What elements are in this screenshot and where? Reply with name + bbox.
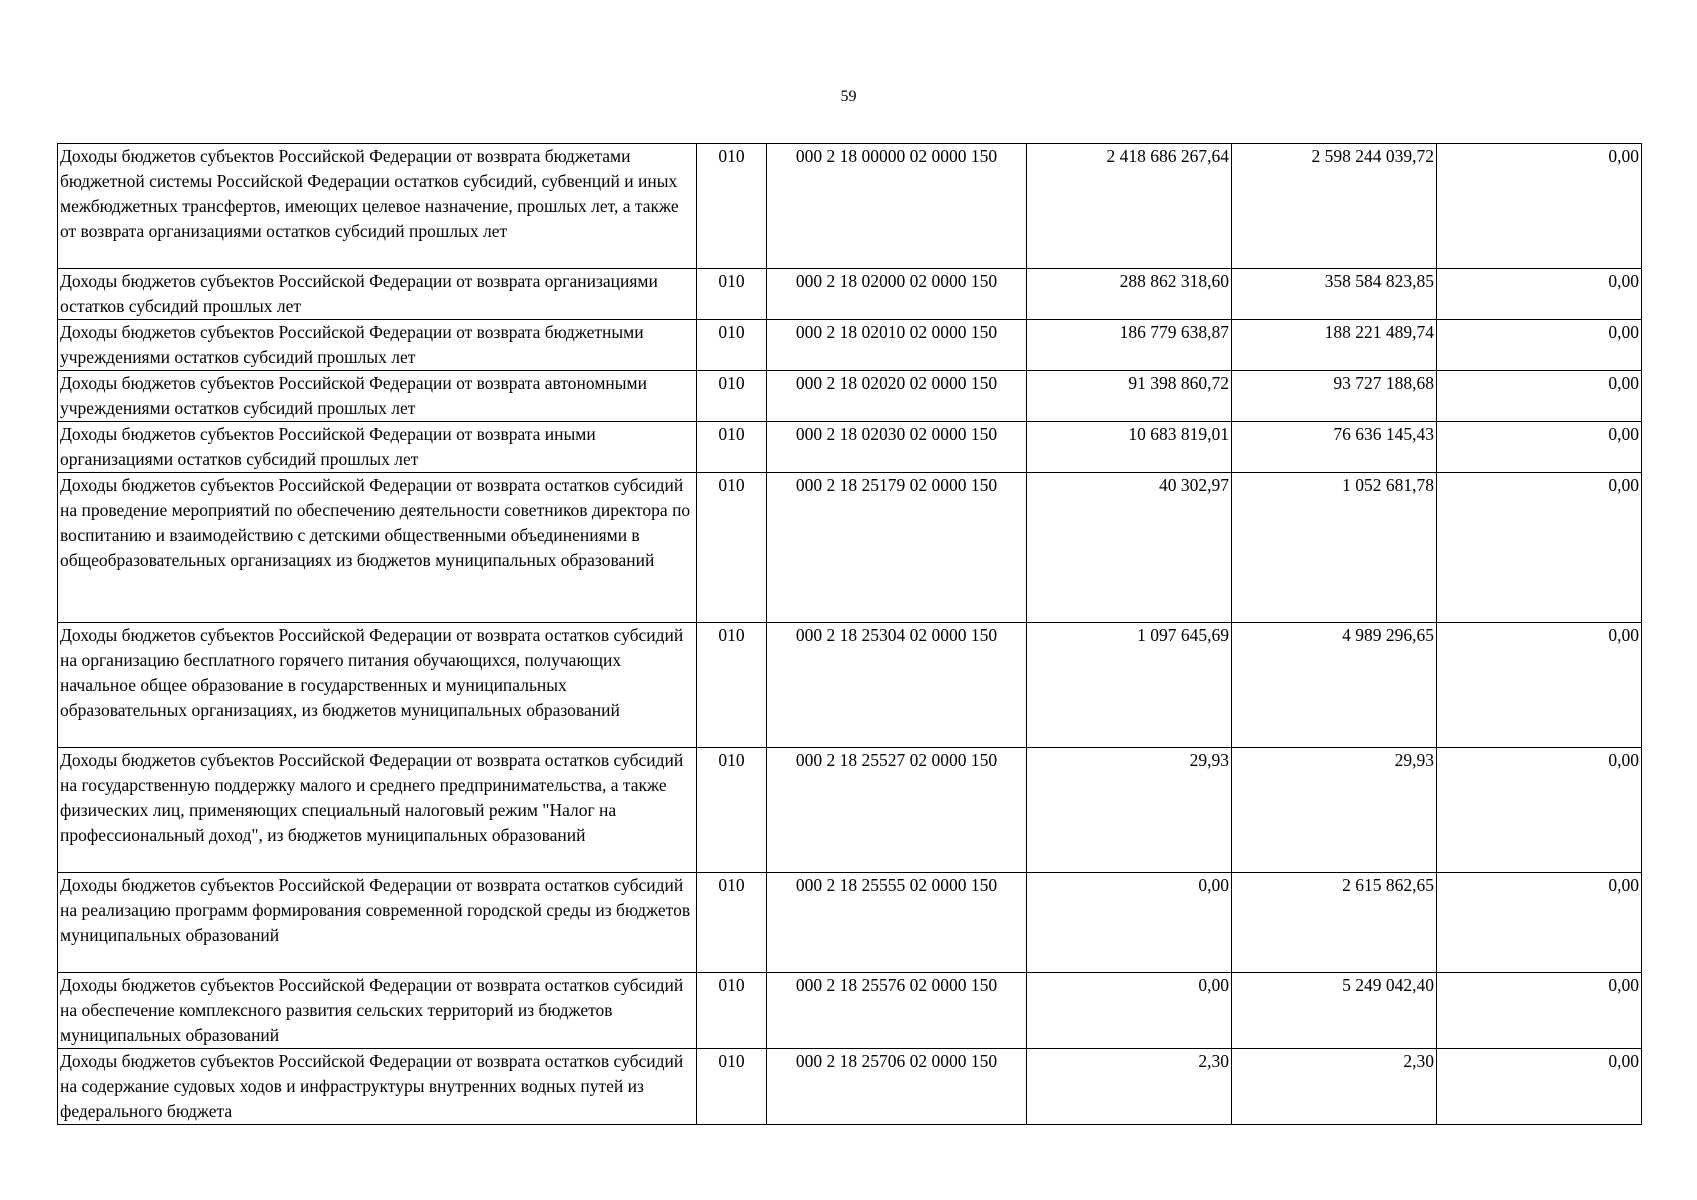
revenue-name-cell: Доходы бюджетов субъектов Российской Федерации от возврата бюджетными учреждениями остатков субсидий прошлых лет [58,320,697,371]
table-row [58,320,1642,371]
table-row [58,748,1642,873]
amount-cell-2: 2 615 862,65 [1232,873,1437,973]
amount-cell-2: 5 249 042,40 [1232,973,1437,1049]
amount-cell-2: 93 727 188,68 [1232,371,1437,422]
table-row [58,623,1642,748]
page-number: 59 [840,88,857,105]
budget-classification-code-cell: 000 2 18 02000 02 0000 150 [767,269,1027,320]
line-code-cell: 010 [697,320,767,371]
table-row [58,873,1642,973]
revenue-name-cell: Доходы бюджетов субъектов Российской Федерации от возврата бюджетами бюджетной системы Российской Федерации остатков субсидий, субвенций и иных межбюджетных трансфертов, имеющих целевое назначение, прошлых лет, а также от возврата организациями остатков субсидий прошлых лет [58,144,697,269]
amount-cell-2: 2,30 [1232,1049,1437,1125]
amount-cell-1: 2 418 686 267,64 [1027,144,1232,269]
budget-revenue-table [57,143,1642,1125]
budget-classification-code-cell: 000 2 18 25576 02 0000 150 [767,973,1027,1049]
revenue-name-cell: Доходы бюджетов субъектов Российской Федерации от возврата остатков субсидий на содержание судовых ходов и инфраструктуры внутренних водных путей из федерального бюджета [58,1049,697,1125]
line-code-cell: 010 [697,1049,767,1125]
line-code-cell: 010 [697,623,767,748]
amount-cell-2: 76 636 145,43 [1232,422,1437,473]
amount-cell-1: 10 683 819,01 [1027,422,1232,473]
budget-classification-code-cell: 000 2 18 02030 02 0000 150 [767,422,1027,473]
amount-cell-3: 0,00 [1437,320,1642,371]
line-code-cell: 010 [697,473,767,623]
table-row [58,422,1642,473]
amount-cell-3: 0,00 [1437,873,1642,973]
amount-cell-2: 29,93 [1232,748,1437,873]
amount-cell-2: 2 598 244 039,72 [1232,144,1437,269]
amount-cell-2: 4 989 296,65 [1232,623,1437,748]
table-row [58,973,1642,1049]
revenue-name-cell: Доходы бюджетов субъектов Российской Федерации от возврата автономными учреждениями остатков субсидий прошлых лет [58,371,697,422]
line-code-cell: 010 [697,873,767,973]
table-row [58,269,1642,320]
amount-cell-1: 40 302,97 [1027,473,1232,623]
budget-classification-code-cell: 000 2 18 25706 02 0000 150 [767,1049,1027,1125]
revenue-name-cell: Доходы бюджетов субъектов Российской Федерации от возврата иными организациями остатков субсидий прошлых лет [58,422,697,473]
amount-cell-3: 0,00 [1437,371,1642,422]
amount-cell-3: 0,00 [1437,473,1642,623]
table-row [58,473,1642,623]
table-row [58,1049,1642,1125]
budget-classification-code-cell: 000 2 18 00000 02 0000 150 [767,144,1027,269]
line-code-cell: 010 [697,973,767,1049]
revenue-name-cell: Доходы бюджетов субъектов Российской Федерации от возврата остатков субсидий на обеспечение комплексного развития сельских территорий из бюджетов муниципальных образований [58,973,697,1049]
table-row [58,371,1642,422]
revenue-name-cell: Доходы бюджетов субъектов Российской Федерации от возврата остатков субсидий на проведение мероприятий по обеспечению деятельности советников директора по воспитанию и взаимодействию с детскими общественными объединениями в общеобразовательных организациях из бюджетов муниципальных образований [58,473,697,623]
amount-cell-3: 0,00 [1437,623,1642,748]
line-code-cell: 010 [697,371,767,422]
revenue-name-cell: Доходы бюджетов субъектов Российской Федерации от возврата остатков субсидий на государственную поддержку малого и среднего предпринимательства, а также физических лиц, применяющих специальный налоговый режим "Налог на профессиональный доход", из бюджетов муниципальных образований [58,748,697,873]
amount-cell-3: 0,00 [1437,422,1642,473]
amount-cell-1: 0,00 [1027,973,1232,1049]
amount-cell-1: 91 398 860,72 [1027,371,1232,422]
budget-classification-code-cell: 000 2 18 25555 02 0000 150 [767,873,1027,973]
budget-classification-code-cell: 000 2 18 25527 02 0000 150 [767,748,1027,873]
revenue-name-cell: Доходы бюджетов субъектов Российской Федерации от возврата остатков субсидий на организацию бесплатного горячего питания обучающихся, получающих начальное общее образование в государственных и муниципальных образовательных организациях, из бюджетов муниципальных образований [58,623,697,748]
amount-cell-3: 0,00 [1437,1049,1642,1125]
amount-cell-2: 358 584 823,85 [1232,269,1437,320]
amount-cell-1: 1 097 645,69 [1027,623,1232,748]
amount-cell-2: 188 221 489,74 [1232,320,1437,371]
amount-cell-3: 0,00 [1437,973,1642,1049]
revenue-name-cell: Доходы бюджетов субъектов Российской Федерации от возврата организациями остатков субсидий прошлых лет [58,269,697,320]
amount-cell-3: 0,00 [1437,144,1642,269]
budget-classification-code-cell: 000 2 18 02010 02 0000 150 [767,320,1027,371]
amount-cell-1: 288 862 318,60 [1027,269,1232,320]
amount-cell-1: 0,00 [1027,873,1232,973]
amount-cell-2: 1 052 681,78 [1232,473,1437,623]
table-row [58,144,1642,269]
amount-cell-1: 186 779 638,87 [1027,320,1232,371]
line-code-cell: 010 [697,422,767,473]
line-code-cell: 010 [697,269,767,320]
amount-cell-3: 0,00 [1437,748,1642,873]
amount-cell-3: 0,00 [1437,269,1642,320]
amount-cell-1: 29,93 [1027,748,1232,873]
budget-classification-code-cell: 000 2 18 02020 02 0000 150 [767,371,1027,422]
budget-classification-code-cell: 000 2 18 25179 02 0000 150 [767,473,1027,623]
revenue-name-cell: Доходы бюджетов субъектов Российской Федерации от возврата остатков субсидий на реализацию программ формирования современной городской среды из бюджетов муниципальных образований [58,873,697,973]
amount-cell-1: 2,30 [1027,1049,1232,1125]
budget-classification-code-cell: 000 2 18 25304 02 0000 150 [767,623,1027,748]
line-code-cell: 010 [697,748,767,873]
line-code-cell: 010 [697,144,767,269]
